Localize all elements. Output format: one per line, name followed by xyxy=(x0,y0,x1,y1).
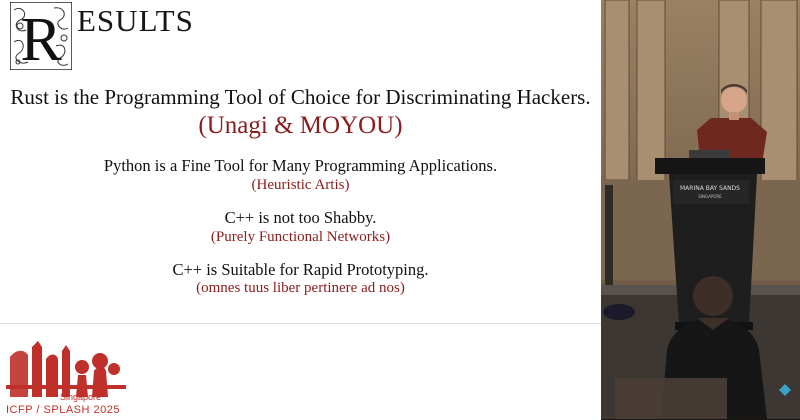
result-line: C++ is Suitable for Rapid Prototyping. xyxy=(172,260,429,279)
main-result-line: Rust is the Programming Tool of Choice for Discriminating Hackers. xyxy=(10,85,591,109)
podium-sign-line1: MARINA BAY SANDS xyxy=(680,185,740,192)
speaker-video xyxy=(601,0,800,419)
slide-heading: ESULTS xyxy=(77,3,194,38)
conference-logo xyxy=(6,335,126,399)
result-credit: (omnes tuus liber pertinere ad nos) xyxy=(196,280,405,296)
result-credit: (Heuristic Artis) xyxy=(251,177,350,193)
result-line: C++ is not too Shabby. xyxy=(224,208,377,227)
main-result-credit: (Unagi & MOYOU) xyxy=(198,112,403,139)
result-line: Python is a Fine Tool for Many Programming Applications. xyxy=(103,156,498,175)
podium-sign-line2: SINGAPORE xyxy=(698,194,722,199)
conference-location: Singapore xyxy=(60,392,102,402)
illuminated-dropcap xyxy=(10,2,72,70)
dropcap-letter: R xyxy=(20,6,62,70)
conference-name: ICFP / SPLASH 2025 xyxy=(6,404,120,416)
result-credit: (Purely Functional Networks) xyxy=(210,229,391,245)
